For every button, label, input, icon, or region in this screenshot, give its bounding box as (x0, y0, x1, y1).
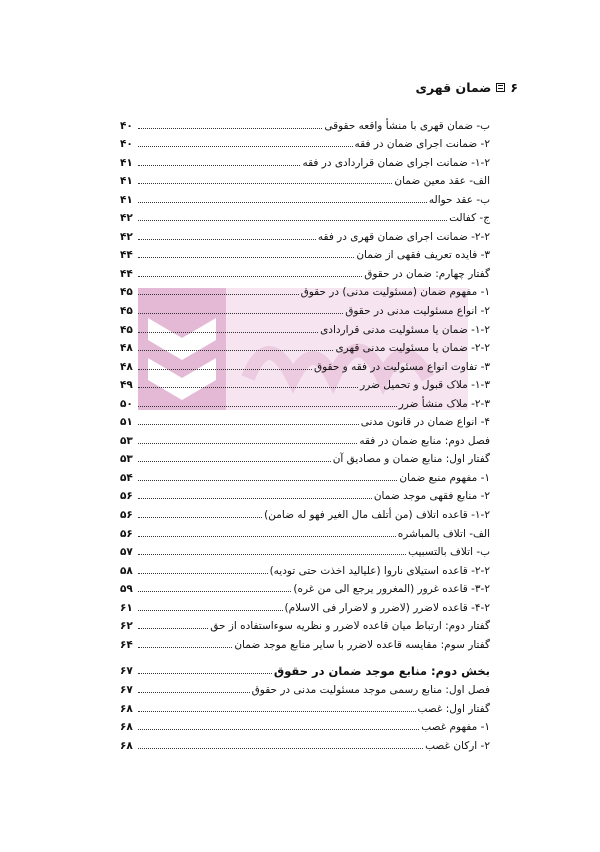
toc-entry-page: ۶۷ (120, 683, 133, 696)
toc-entry (120, 485, 490, 504)
dot-leader (138, 711, 416, 712)
toc-entry (120, 559, 490, 578)
toc-entry (120, 596, 490, 615)
toc-entry (120, 262, 490, 281)
dot-leader (138, 128, 322, 129)
toc-entry (120, 578, 490, 597)
toc-entry-title: ۲-۲- ضمانت اجرای ضمان قهری در فقه (317, 230, 490, 243)
toc-entry-page: ۴۹ (120, 379, 133, 392)
toc-entry-title: فصل اول: منابع رسمی موجد مسئولیت مدنی در حقوق (251, 683, 490, 696)
running-header (416, 80, 518, 95)
book-icon (496, 83, 505, 92)
toc-entry (120, 660, 490, 679)
dot-leader (138, 424, 359, 425)
dot-leader (138, 165, 300, 166)
dot-leader (138, 387, 358, 388)
toc-entry-page: ۶۴ (120, 638, 133, 651)
dot-leader (138, 257, 354, 258)
toc-entry (120, 615, 490, 634)
toc-entry-title: ۱-۲- ضمان یا مسئولیت مدنی قراردادی (320, 323, 490, 336)
toc-entry (120, 678, 490, 697)
toc-entry-page: ۵۹ (120, 583, 133, 596)
toc-entry (120, 133, 490, 152)
toc-entry (120, 697, 490, 716)
dot-leader (138, 220, 447, 221)
toc-entry-page: ۵۰ (120, 397, 133, 410)
toc-entry (120, 207, 490, 226)
toc-entry-page: ۴۲ (120, 212, 133, 225)
toc-entry-page: ۶۲ (120, 620, 133, 633)
toc-entry (120, 541, 490, 560)
toc-entry-title: الف- اتلاف بالمباشره (397, 527, 490, 540)
dot-leader (138, 369, 312, 370)
toc-entry-title: ۱- مفهوم ضمان (مسئولیت مدنی) در حقوق (300, 286, 490, 299)
toc-entry-title: الف- عقد معین ضمان (394, 175, 490, 188)
toc-entry (120, 429, 490, 448)
dot-leader (138, 313, 343, 314)
toc-entry-title: گفتار اول: غصب (417, 702, 490, 715)
dot-leader (138, 480, 397, 481)
toc-entry-title: ۲-۲- قاعده استیلای ناروا (علیالید اخذت حتی تودیه) (269, 564, 490, 577)
dot-leader (138, 350, 333, 351)
toc-entry-title: گفتار اول: منابع ضمان و مصادیق آن (332, 453, 490, 466)
toc-entry (120, 633, 490, 652)
dot-leader (138, 202, 427, 203)
toc-entry-title: ۲- ضمانت اجرای ضمان در فقه (354, 138, 490, 151)
toc-entry (120, 374, 490, 393)
toc-entry-title: ۴-۲- قاعده لاضرر (لاضرر و لاضرار فی الاسلام) (284, 601, 490, 614)
toc-entry (120, 244, 490, 263)
toc-entry-page: ۴۸ (120, 342, 133, 355)
dot-leader (138, 628, 208, 629)
toc-entry (120, 281, 490, 300)
dot-leader (138, 461, 331, 462)
toc-entry-page: ۴۵ (120, 305, 133, 318)
section-gap (120, 652, 490, 660)
toc-entry-title: ۲- منابع فقهی موجد ضمان (373, 490, 490, 503)
toc-entry (120, 151, 490, 170)
toc-entry-page: ۴۲ (120, 230, 133, 243)
toc-entry-title: فصل دوم: منابع ضمان در فقه (359, 434, 490, 447)
toc-entry-page: ۶۸ (120, 721, 133, 734)
dot-leader (138, 692, 250, 693)
toc-entry-title: گفتار چهارم: ضمان در حقوق (364, 267, 490, 280)
toc-entry-page: ۴۵ (120, 286, 133, 299)
toc-entry-page: ۴۱ (120, 175, 133, 188)
toc-entry-title: ب- عقد حواله (428, 193, 490, 206)
toc-entry-title: ۲-۲- ضمان یا مسئولیت مدنی قهری (335, 342, 490, 355)
dot-leader (138, 239, 316, 240)
toc-entry-page: ۵۳ (120, 434, 133, 447)
toc-entry-page: ۴۵ (120, 323, 133, 336)
toc-entry-page: ۵۷ (120, 546, 133, 559)
toc-entry-page: ۶۱ (120, 601, 133, 614)
table-of-contents (120, 114, 490, 753)
toc-entry-title: ب- اتلاف بالتسبیب (408, 546, 490, 559)
toc-entry-title: ب- ضمان قهری با منشأ واقعه حقوقی (324, 119, 490, 132)
toc-entry-title: ۱- مفهوم غصب (421, 721, 490, 734)
dot-leader (138, 673, 272, 674)
toc-entry-title: ۲- ارکان غصب (425, 739, 490, 752)
toc-entry-page: ۴۸ (120, 360, 133, 373)
toc-entry-title: ۴- انواع ضمان در قانون مدنی (360, 416, 490, 429)
toc-entry-page: ۵۶ (120, 509, 133, 522)
toc-entry (120, 114, 490, 133)
dot-leader (138, 517, 262, 518)
toc-entry-title: ۱-۳- ملاک قبول و تحمیل ضرر (360, 379, 490, 392)
dot-leader (138, 610, 283, 611)
toc-entry (120, 355, 490, 374)
toc-entry (120, 299, 490, 318)
toc-entry-title: ۳- فایده تعریف فقهی از ضمان (356, 249, 490, 262)
toc-entry-page: ۵۶ (120, 527, 133, 540)
dot-leader (138, 146, 353, 147)
toc-entry-title: ۱-۲- قاعده اتلاف (من أتلف مال الغیر فهو له ضامن) (264, 509, 490, 522)
toc-entry-page: ۶۸ (120, 739, 133, 752)
toc-entry (120, 318, 490, 337)
toc-entry-page: ۵۳ (120, 453, 133, 466)
dot-leader (138, 748, 423, 749)
dot-leader (138, 536, 396, 537)
toc-entry-page: ۴۴ (120, 267, 133, 280)
toc-entry (120, 392, 490, 411)
toc-entry-page: ۶۸ (120, 702, 133, 715)
toc-entry (120, 466, 490, 485)
toc-entry-page: ۴۱ (120, 193, 133, 206)
toc-entry (120, 448, 490, 467)
toc-entry-title: ۲-۳- ملاک منشأ ضرر (398, 397, 490, 410)
toc-entry (120, 411, 490, 430)
toc-entry (120, 734, 490, 753)
dot-leader (138, 406, 397, 407)
toc-entry (120, 337, 490, 356)
toc-entry (120, 522, 490, 541)
toc-entry-title: ۳-۲- قاعده غرور (المغرور یرجع الی من غره) (293, 583, 490, 596)
dot-leader (138, 647, 232, 648)
dot-leader (138, 332, 318, 333)
toc-entry-page: ۵۱ (120, 416, 133, 429)
page-number: ۶ (510, 80, 518, 95)
dot-leader (138, 573, 268, 574)
dot-leader (138, 591, 291, 592)
dot-leader (138, 294, 299, 295)
toc-entry-page: ۶۷ (120, 665, 133, 678)
toc-entry-page: ۴۰ (120, 119, 133, 132)
toc-entry-title: بخش دوم: منابع موجد ضمان در حقوق (273, 664, 490, 679)
toc-entry-title: گفتار دوم: ارتباط میان قاعده لاضرر و نظریه سوءاستفاده از حق (210, 620, 490, 633)
dot-leader (138, 443, 357, 444)
dot-leader (138, 276, 362, 277)
toc-entry (120, 716, 490, 735)
toc-entry-title: ۳- تفاوت انواع مسئولیت در فقه و حقوق (313, 360, 490, 373)
toc-entry (120, 503, 490, 522)
toc-entry (120, 170, 490, 189)
toc-entry-page: ۴۱ (120, 156, 133, 169)
toc-entry-title: گفتار سوم: مقایسه قاعده لاضرر با سایر منابع موجد ضمان (234, 638, 490, 651)
toc-entry-page: ۴۰ (120, 138, 133, 151)
toc-entry-title: ۱- مفهوم منبع ضمان (399, 471, 490, 484)
toc-entry-page: ۵۸ (120, 564, 133, 577)
toc-entry-title: ج- کفالت (449, 212, 490, 225)
toc-entry-page: ۵۴ (120, 471, 133, 484)
toc-entry-title: ۱-۲- ضمانت اجرای ضمان قراردادی در فقه (302, 156, 490, 169)
dot-leader (138, 183, 392, 184)
running-title: ضمان قهری (415, 80, 492, 95)
toc-entry-page: ۵۶ (120, 490, 133, 503)
toc-entry (120, 225, 490, 244)
toc-entry (120, 188, 490, 207)
dot-leader (138, 554, 406, 555)
toc-entry-title: ۲- انواع مسئولیت مدنی در حقوق (345, 305, 490, 318)
toc-entry-page: ۴۴ (120, 249, 133, 262)
dot-leader (138, 498, 372, 499)
dot-leader (138, 729, 419, 730)
